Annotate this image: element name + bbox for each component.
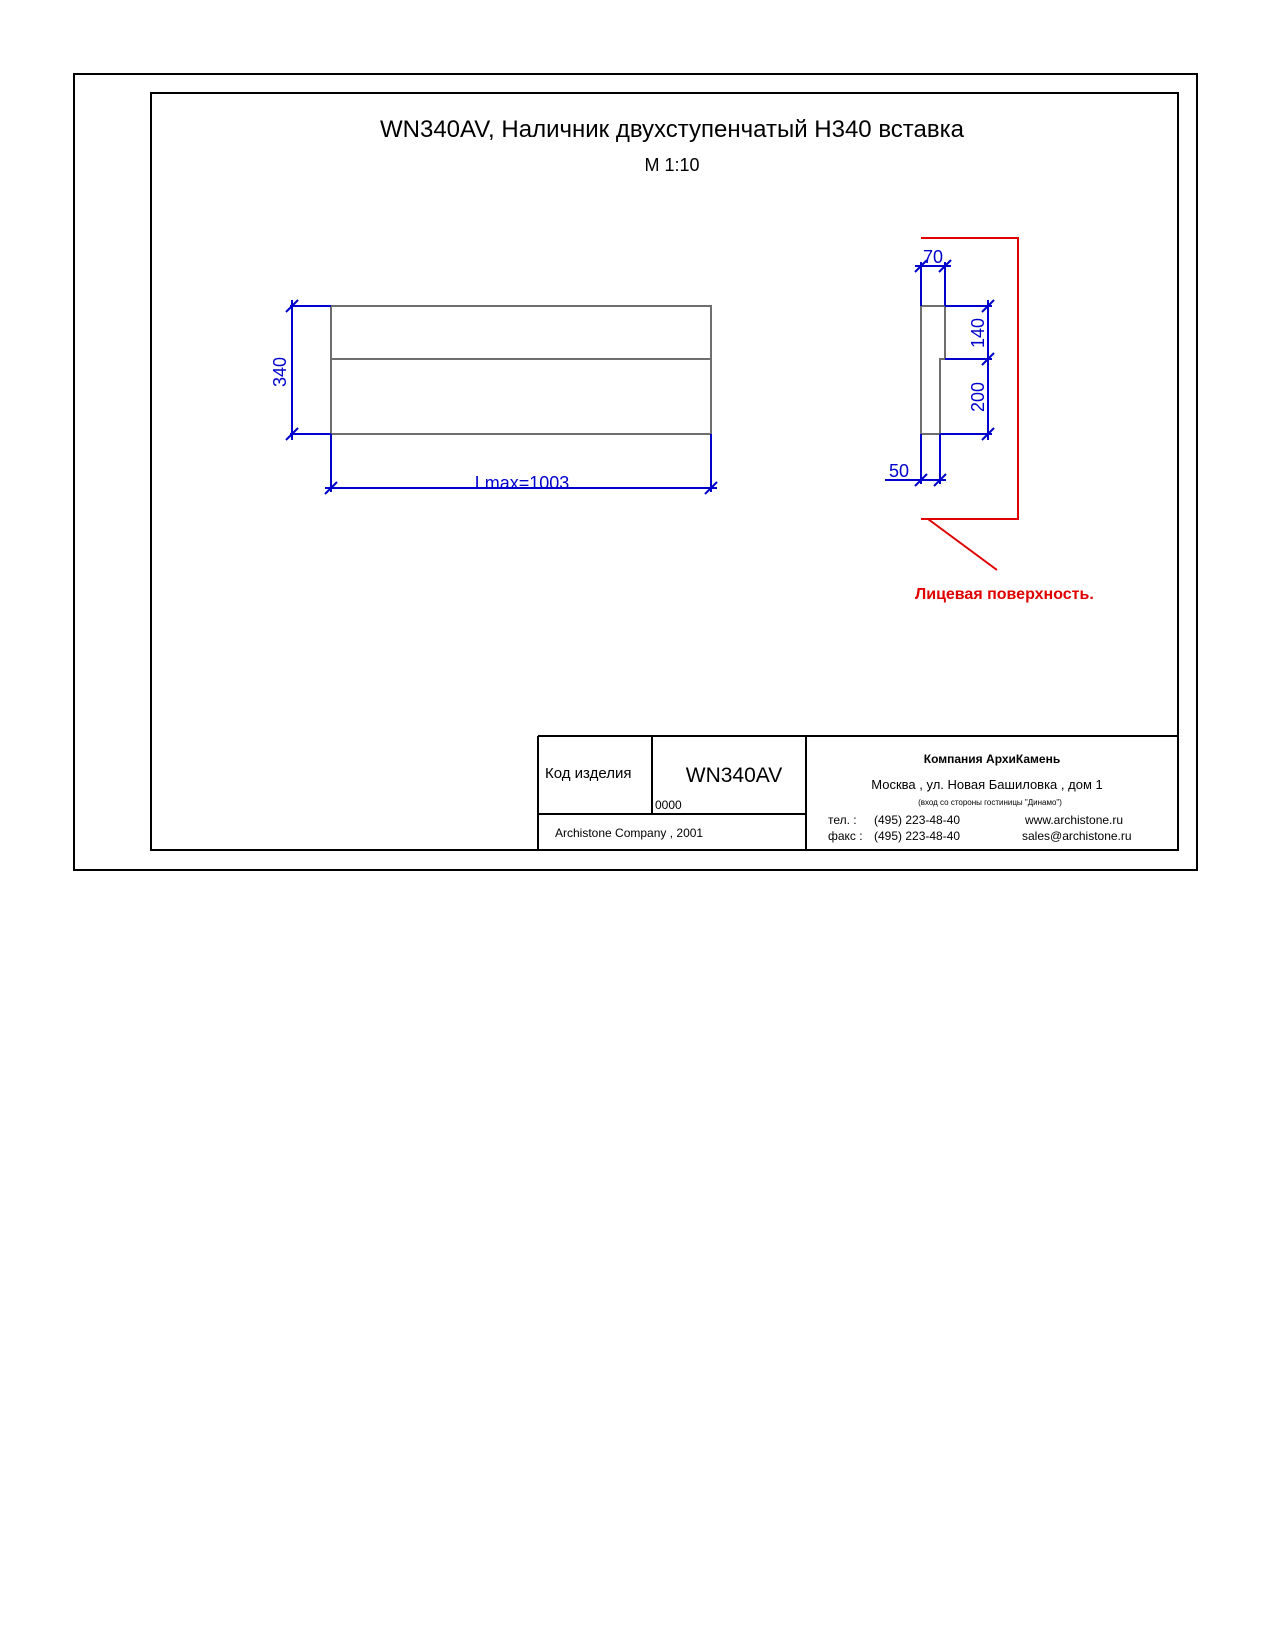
product-code-label: Код изделия xyxy=(545,765,632,782)
section-profile xyxy=(921,306,945,434)
face-surface-leader xyxy=(928,519,997,570)
dim-70-label: 70 xyxy=(922,247,944,267)
copyright-text: Archistone Company , 2001 xyxy=(555,826,704,840)
company-address: Москва , ул. Новая Башиловка , дом 1 xyxy=(871,777,1103,792)
tel-value: (495) 223-48-40 xyxy=(874,813,961,827)
product-code-number: 0000 xyxy=(655,798,682,812)
company-address-note: (вход со стороны гостиницы "Динамо") xyxy=(918,798,1062,807)
drawing-title: WN340AV, Наличник двухступенчатый Н340 вставка xyxy=(380,116,964,143)
company-name: Компания АрхиКамень xyxy=(923,752,1061,766)
website-link[interactable]: www.archistone.ru xyxy=(1025,813,1124,827)
dim-140-label: 140 xyxy=(968,317,988,349)
dim-200-label: 200 xyxy=(968,381,988,413)
section-view xyxy=(885,238,1094,603)
fax-value: (495) 223-48-40 xyxy=(874,829,961,843)
email-link[interactable]: sales@archistone.ru xyxy=(1022,829,1132,843)
fax-label: факс : xyxy=(828,829,863,843)
face-surface-label: Лицевая поверхность. xyxy=(915,586,1094,603)
face-surface-line xyxy=(921,238,1018,519)
height-dimension xyxy=(286,300,331,440)
dim-50-label: 50 xyxy=(888,461,910,481)
front-view-outline xyxy=(331,306,711,434)
outer-frame xyxy=(74,74,1197,870)
drawing-scale: М 1:10 xyxy=(644,155,700,175)
tel-label: тел. : xyxy=(828,813,857,827)
product-code-value: WN340AV xyxy=(685,764,783,787)
height-dimension-label: 340 xyxy=(270,356,290,388)
length-dimension-label: Lmax=1003 xyxy=(474,473,570,493)
front-view xyxy=(270,300,717,494)
